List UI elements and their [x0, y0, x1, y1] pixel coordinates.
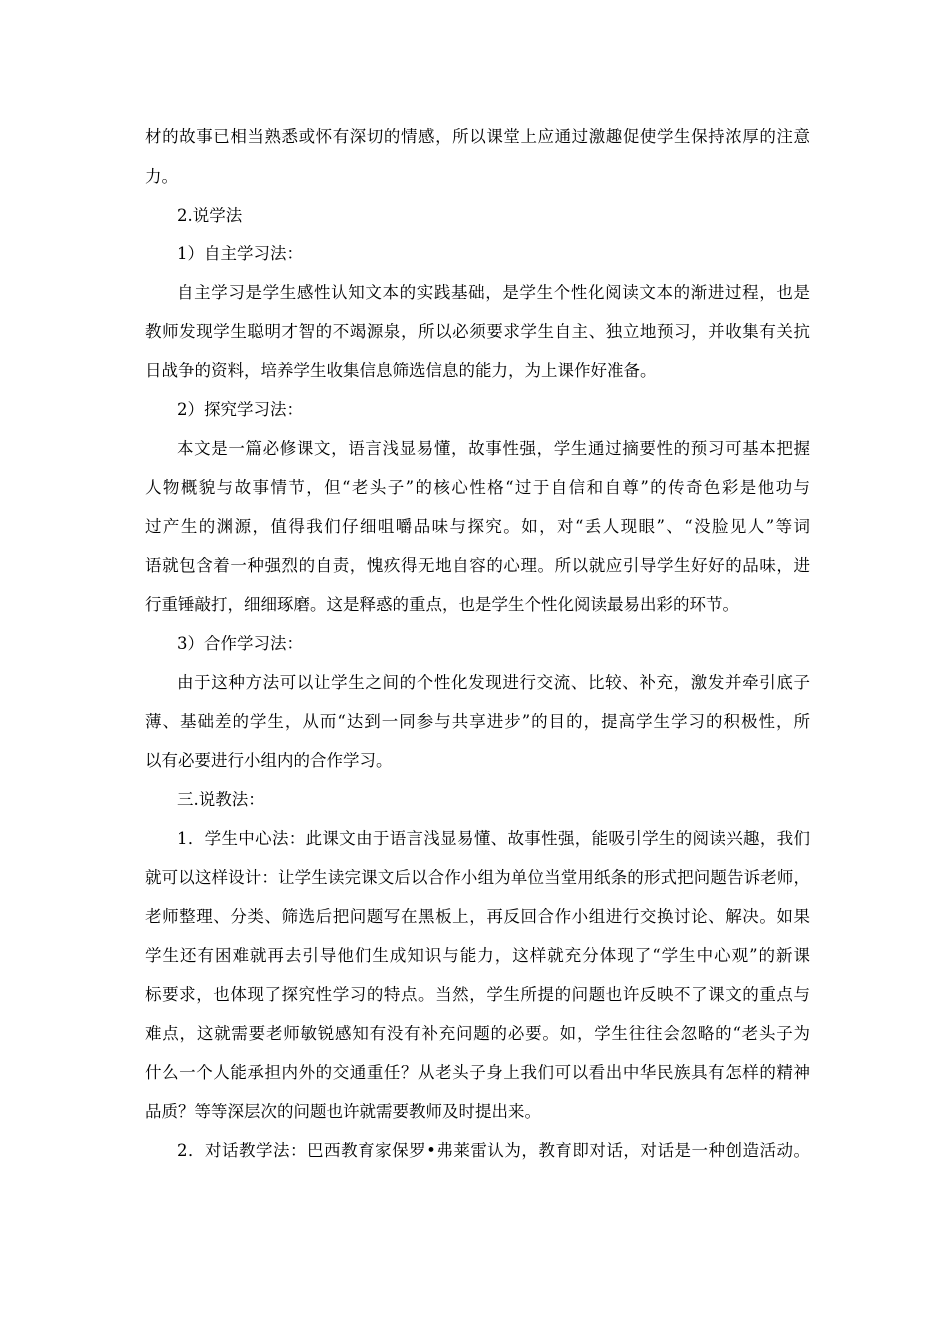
- subsection-heading: 1）自主学习法：: [177, 244, 303, 263]
- paragraph-line: 学生还有困难就再去引导他们生成知识与能力，这样就充分体现了“学生中心观”的新课: [145, 946, 810, 965]
- paragraph-line: 由于这种方法可以让学生之间的个性化发现进行交流、比较、补充，激发并牵引底子: [177, 673, 810, 692]
- paragraph-line: 就可以这样设计：让学生读完课文后以合作小组为单位当堂用纸条的形式把问题告诉老师，: [145, 868, 810, 887]
- paragraph-line: 薄、基础差的学生，从而“达到一同参与共享进步”的目的，提高学生学习的积极性，所: [145, 712, 810, 731]
- paragraph-line: 行重锤敲打，细细琢磨。这是释惑的重点，也是学生个性化阅读最易出彩的环节。: [145, 595, 739, 614]
- paragraph-line: 力。: [145, 167, 178, 186]
- paragraph-line: 日战争的资料，培养学生收集信息筛选信息的能力，为上课作好准备。: [145, 361, 657, 380]
- paragraph-line: 教师发现学生聪明才智的不竭源泉，所以必须要求学生自主、独立地预习，并收集有关抗: [145, 322, 810, 341]
- paragraph-line: 2．对话教学法：巴西教育家保罗•弗莱雷认为，教育即对话，对话是一种创造活动。: [177, 1141, 810, 1160]
- paragraph-line: 以有必要进行小组内的合作学习。: [145, 751, 393, 770]
- paragraph-line: 什么一个人能承担内外的交通重任？从老头子身上我们可以看出中华民族具有怎样的精神: [145, 1063, 810, 1082]
- subsection-heading: 2）探究学习法：: [177, 400, 303, 419]
- paragraph-line: 自主学习是学生感性认知文本的实践基础，是学生个性化阅读文本的渐进过程，也是: [177, 283, 810, 302]
- paragraph-line: 过产生的渊源，值得我们仔细咀嚼品味与探究。如，对“丢人现眼”、“没脸见人”等词: [145, 517, 810, 536]
- section-heading: 三.说教法：: [177, 790, 265, 809]
- subsection-heading: 3）合作学习法：: [177, 634, 303, 653]
- paragraph-line: 难点，这就需要老师敏锐感知有没有补充问题的必要。如，学生往往会忽略的“老头子为: [145, 1024, 810, 1043]
- paragraph-line: 标要求，也体现了探究性学习的特点。当然，学生所提的问题也许反映不了课文的重点与: [145, 985, 810, 1004]
- paragraph-line: 语就包含着一种强烈的自责，愧疚得无地自容的心理。所以就应引导学生好好的品味，进: [145, 556, 810, 575]
- paragraph-line: 1．学生中心法：此课文由于语言浅显易懂、故事性强，能吸引学生的阅读兴趣，我们: [177, 829, 810, 848]
- paragraph-line: 本文是一篇必修课文，语言浅显易懂，故事性强，学生通过摘要性的预习可基本把握: [177, 439, 810, 458]
- section-heading: 2.说学法: [177, 206, 243, 225]
- paragraph-line: 品质？等等深层次的问题也许就需要教师及时提出来。: [145, 1102, 541, 1121]
- paragraph-line: 人物概貌与故事情节，但“老头子”的核心性格“过于自信和自尊”的传奇色彩是他功与: [145, 478, 810, 497]
- paragraph-line: 老师整理、分类、筛选后把问题写在黑板上，再反回合作小组进行交换讨论、解决。如果: [145, 907, 810, 926]
- paragraph-line: 材的故事已相当熟悉或怀有深切的情感，所以课堂上应通过激趣促使学生保持浓厚的注意: [145, 127, 810, 146]
